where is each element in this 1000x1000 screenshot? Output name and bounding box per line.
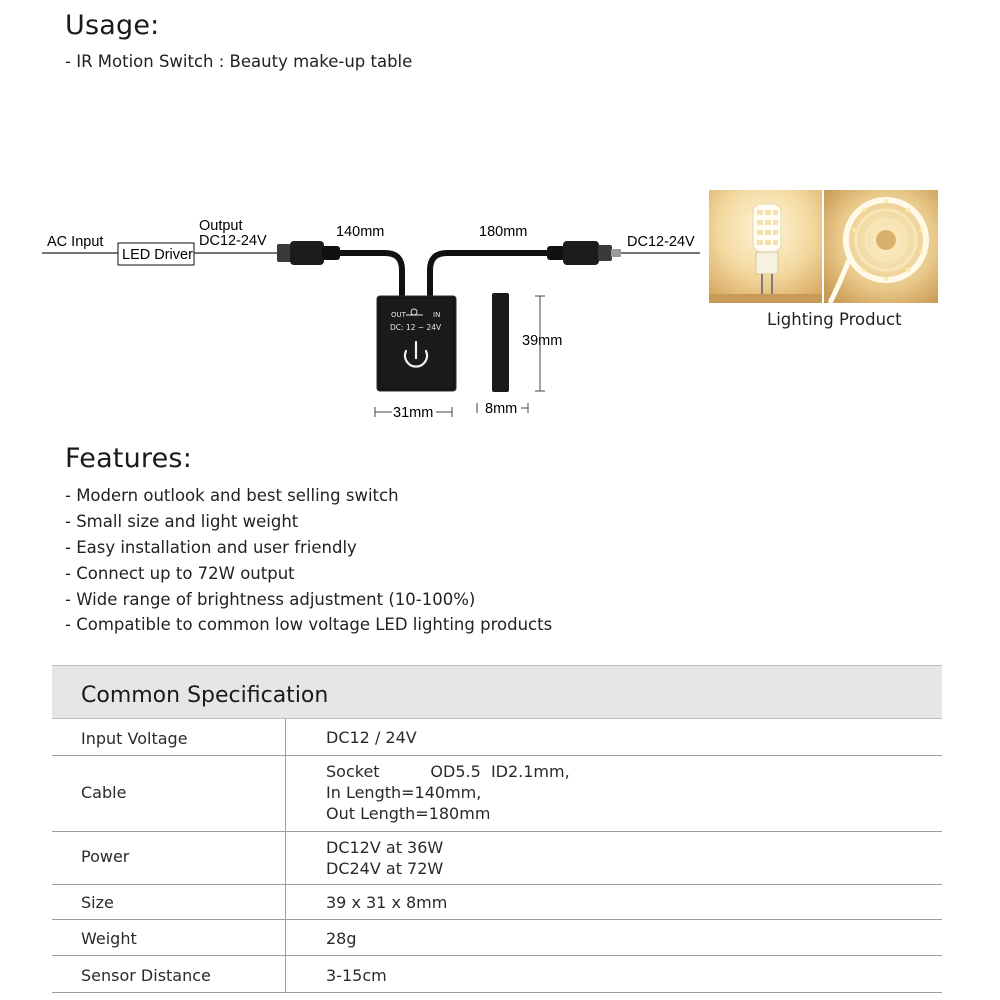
switch-in-label: IN xyxy=(433,311,441,319)
in-length-label: 140mm xyxy=(336,224,385,240)
spec-table-header xyxy=(52,665,942,719)
switch-out-label: OUT xyxy=(391,311,406,319)
width-dim-label: 31mm xyxy=(393,405,434,421)
column-divider xyxy=(285,756,286,831)
feature-item: - Wide range of brightness adjustment (10-100%) xyxy=(65,590,476,609)
spec-row-weight xyxy=(52,920,942,956)
spec-key: Cable xyxy=(81,783,127,802)
column-divider xyxy=(285,956,286,992)
usage-line: - IR Motion Switch : Beauty make-up table xyxy=(65,52,413,71)
spec-table-title: Common Specification xyxy=(81,683,329,708)
input-cable xyxy=(338,253,402,300)
output-cable xyxy=(430,253,550,300)
spec-row-size xyxy=(52,885,942,920)
dimmer-switch xyxy=(377,296,456,391)
spec-value: Socket OD5.5 ID2.1mm, xyxy=(326,762,570,781)
features-heading: Features: xyxy=(65,443,192,474)
ac-input-label: AC Input xyxy=(47,234,104,250)
spec-value: DC24V at 72W xyxy=(326,859,444,878)
feature-item: - Small size and light weight xyxy=(65,512,299,531)
spec-key: Size xyxy=(81,893,114,912)
spec-key: Sensor Distance xyxy=(81,966,211,985)
column-divider xyxy=(285,885,286,919)
output-label: Output xyxy=(199,218,243,234)
led-driver-label: LED Driver xyxy=(122,247,193,263)
feature-item: - Easy installation and user friendly xyxy=(65,538,357,557)
spec-value: 28g xyxy=(326,929,357,948)
output-connector xyxy=(547,241,621,265)
spec-row-cable xyxy=(52,756,942,832)
output-voltage-label: DC12-24V xyxy=(199,233,267,249)
feature-item: - Compatible to common low voltage LED lighting products xyxy=(65,615,553,634)
spec-value: 39 x 31 x 8mm xyxy=(326,893,448,912)
spec-value: 3-15cm xyxy=(326,966,387,985)
feature-item: - Modern outlook and best selling switch xyxy=(65,486,399,505)
led-bulb-photo xyxy=(709,190,822,303)
feature-item: - Connect up to 72W output xyxy=(65,564,295,583)
spec-key: Power xyxy=(81,847,130,866)
led-strip-reel-photo xyxy=(824,190,938,303)
spec-table xyxy=(52,665,942,993)
spec-key: Weight xyxy=(81,929,137,948)
input-connector xyxy=(277,241,340,265)
depth-dim-label: 8mm xyxy=(485,401,518,417)
column-divider xyxy=(285,920,286,955)
out-length-label: 180mm xyxy=(479,224,528,240)
spec-row-power xyxy=(52,832,942,885)
load-voltage-label: DC12-24V xyxy=(627,234,695,250)
spec-value: Out Length=180mm xyxy=(326,804,491,823)
spec-value: DC12V at 36W xyxy=(326,838,444,857)
spec-value: DC12 / 24V xyxy=(326,728,417,747)
spec-row-input-voltage xyxy=(52,719,942,756)
spec-value: In Length=140mm, xyxy=(326,783,482,802)
lighting-product-caption: Lighting Product xyxy=(767,310,902,329)
usage-heading: Usage: xyxy=(65,10,160,41)
column-divider xyxy=(285,719,286,755)
switch-rating-label: DC: 12 ~ 24V xyxy=(390,323,442,332)
spec-key: Input Voltage xyxy=(81,729,188,748)
column-divider xyxy=(285,832,286,884)
height-dim-label: 39mm xyxy=(522,333,563,349)
spec-row-sensor-distance xyxy=(52,956,942,993)
switch-side-view xyxy=(492,293,509,392)
